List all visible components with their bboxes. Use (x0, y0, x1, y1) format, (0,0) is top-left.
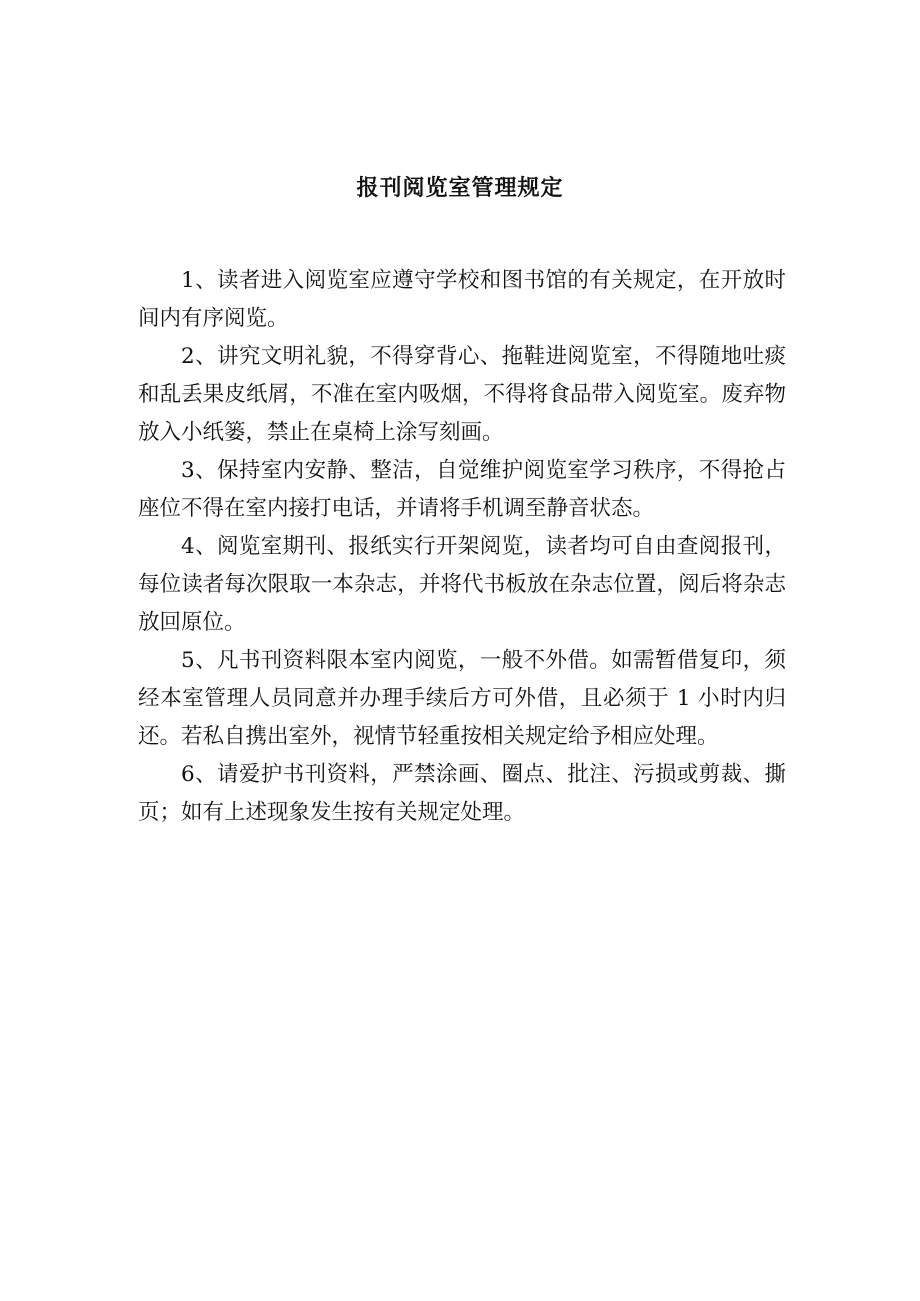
rule-paragraph-1: 1、读者进入阅览室应遵守学校和图书馆的有关规定，在开放时间内有序阅览。 (138, 268, 786, 331)
document-body (138, 262, 786, 832)
document-title: 报刊阅览室管理规定 (356, 175, 564, 201)
rule-paragraph-6: 6、请爱护书刊资料，严禁涂画、圈点、批注、污损或剪裁、撕页；如有上述现象发生按有关规定处理。 (138, 762, 786, 825)
rule-paragraph-5: 5、凡书刊资料限本室内阅览，一般不外借。如需暂借复印，须经本室管理人员同意并办理手续后方可外借，且必须于 1 小时内归还。若私自携出室外，视情节轻重按相关规定给予相应处理。 (138, 648, 786, 749)
rule-paragraph-4: 4、阅览室期刊、报纸实行开架阅览，读者均可自由查阅报刊，每位读者每次限取一本杂志，并将代书板放在杂志位置，阅后将杂志放回原位。 (138, 534, 786, 635)
rule-paragraph-3: 3、保持室内安静、整洁，自觉维护阅览室学习秩序，不得抢占座位不得在室内接打电话，并请将手机调至静音状态。 (138, 458, 786, 521)
rule-paragraph-2: 2、讲究文明礼貌，不得穿背心、拖鞋进阅览室，不得随地吐痰和乱丢果皮纸屑，不准在室内吸烟，不得将食品带入阅览室。废弃物放入小纸篓，禁止在桌椅上涂写刻画。 (138, 344, 786, 445)
